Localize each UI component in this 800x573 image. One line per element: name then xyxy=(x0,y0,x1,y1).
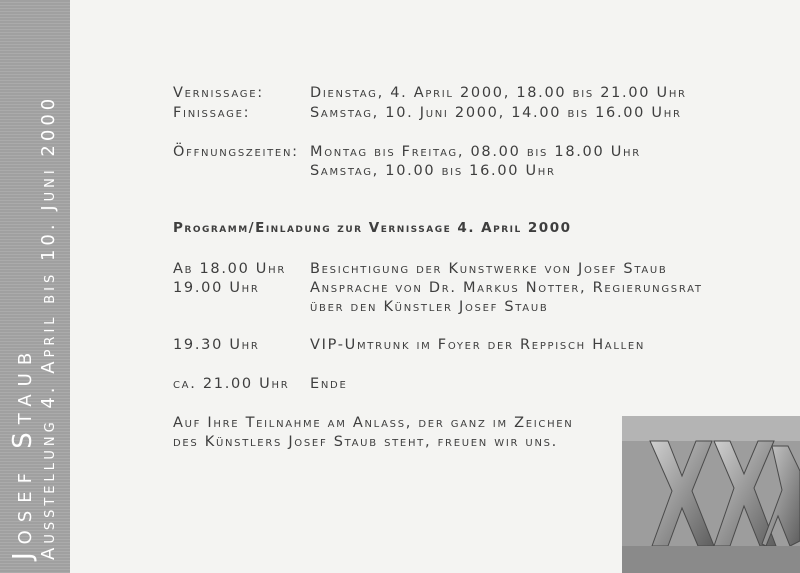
program-time: 19.00 Uhr xyxy=(173,280,260,296)
vernissage-value: Dienstag, 4. April 2000, 18.00 bis 21.00 Uhr xyxy=(310,85,687,101)
finissage-label: Finissage: xyxy=(173,105,251,121)
closing-line: Auf Ihre Teilnahme am Anlass, der ganz im Zeichen xyxy=(173,415,574,431)
program-text: über den Künstler Josef Staub xyxy=(310,299,549,315)
opening-hours-line: Montag bis Freitag, 08.00 bis 18.00 Uhr xyxy=(310,144,641,160)
finissage-value: Samstag, 10. Juni 2000, 14.00 bis 16.00 Uhr xyxy=(310,105,682,121)
exhibition-dates: Ausstellung 4. April bis 10. Juni 2000 xyxy=(38,94,59,560)
opening-hours-line: Samstag, 10.00 bis 16.00 Uhr xyxy=(310,163,556,179)
vernissage-label: Vernissage: xyxy=(173,85,264,101)
program-time: 19.30 Uhr xyxy=(173,337,260,353)
sidebar-band xyxy=(0,0,70,573)
program-heading: Programm/Einladung zur Vernissage 4. April 2000 xyxy=(173,220,572,236)
artist-name: Josef Staub xyxy=(8,344,38,560)
program-text: Besichtigung der Kunstwerke von Josef Staub xyxy=(310,261,668,277)
program-text: VIP-Umtrunk im Foyer der Reppisch Hallen xyxy=(310,337,646,353)
opening-hours-label: Öffnungszeiten: xyxy=(173,144,299,160)
program-text: Ende xyxy=(310,376,348,392)
program-time: ca. 21.00 Uhr xyxy=(173,376,290,392)
sculpture-image xyxy=(622,416,800,573)
closing-line: des Künstlers Josef Staub steht, freuen wir uns. xyxy=(173,434,558,450)
sculpture-photo xyxy=(622,416,800,573)
program-text: Ansprache von Dr. Markus Notter, Regierungsrat xyxy=(310,280,703,296)
program-time: Ab 18.00 Uhr xyxy=(173,261,286,277)
